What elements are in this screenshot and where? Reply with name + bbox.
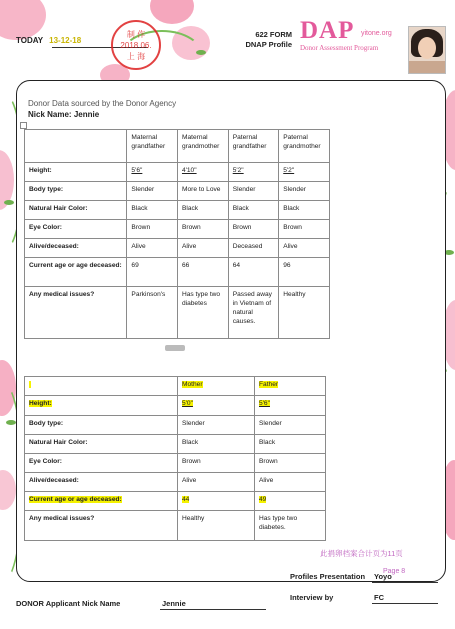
row-label: Height: — [29, 400, 52, 407]
table-cell: 69 — [127, 258, 178, 287]
row-label: Current age or age deceased: — [25, 258, 127, 287]
interview-underline — [372, 603, 438, 604]
column-header: Paternal grandmother — [279, 130, 330, 163]
table-row — [25, 182, 330, 201]
official-stamp — [111, 20, 161, 70]
row-label: Body type: — [25, 182, 127, 201]
table-row — [25, 416, 326, 435]
table-cell: 44 — [182, 496, 190, 503]
table-cell: 66 — [177, 258, 228, 287]
table-row — [25, 258, 330, 287]
applicant-underline — [160, 609, 266, 610]
table-cell: Alive — [177, 239, 228, 258]
table-cell: Slender — [127, 182, 178, 201]
column-header: Maternal grandfather — [127, 130, 178, 163]
presentation-value: Yoyo — [374, 572, 392, 581]
row-label: Natural Hair Color: — [25, 435, 178, 454]
table-row — [25, 287, 330, 339]
page-number: Page 8 — [383, 568, 406, 575]
table-cell: Has type two diabetes. — [255, 511, 326, 541]
column-header: Mother — [182, 381, 203, 388]
table-cell: Has type two diabetes — [177, 287, 228, 339]
brand-subtitle: Donor Assessment Program — [300, 44, 379, 52]
table-cell: 5'0" — [182, 400, 193, 407]
table-row — [25, 492, 326, 511]
form-name: DNAP Profile — [245, 40, 292, 49]
row-label: Eye Color: — [25, 454, 178, 473]
table-cell: Brown — [177, 220, 228, 239]
applicant-label: DONOR Applicant Nick Name — [16, 599, 121, 608]
table-cell: Brown — [178, 454, 255, 473]
table-cell: Slender — [228, 182, 279, 201]
table-cell: Alive — [279, 239, 330, 258]
table-cell: Slender — [178, 416, 255, 435]
today-label: TODAY — [16, 36, 44, 45]
row-label: Height: — [25, 163, 127, 182]
table-cell: Healthy — [178, 511, 255, 541]
table-cell: 5'6" — [127, 163, 178, 182]
section-resize-handle[interactable] — [165, 345, 185, 351]
table-row — [25, 473, 326, 492]
table-cell: Brown — [255, 454, 326, 473]
row-label: Eye Color: — [25, 220, 127, 239]
table-row — [25, 201, 330, 220]
table-cell: 5'6" — [259, 400, 270, 407]
table-header-row — [25, 130, 330, 163]
source-line: Donor Data sourced by the Donor Agency — [28, 99, 177, 108]
table-cell: Brown — [127, 220, 178, 239]
interview-value: FC — [374, 593, 384, 602]
interview-label: Interview by — [290, 593, 334, 602]
applicant-value: Jennie — [162, 599, 186, 608]
table-cell: Black — [177, 201, 228, 220]
table-header-row — [25, 377, 326, 396]
table-row — [25, 163, 330, 182]
brand-logo — [300, 17, 392, 52]
table-cell: Brown — [279, 220, 330, 239]
stamp-line: 制 作 — [126, 29, 146, 39]
stamp-line: 上 海 — [126, 51, 146, 61]
table-cell: 5'2" — [279, 163, 330, 182]
stamp-line: 2018.06. — [120, 40, 152, 50]
table-cell: Alive — [127, 239, 178, 258]
row-label: Current age or age deceased: — [29, 496, 122, 503]
source-info — [28, 98, 176, 120]
table-cell: Black — [279, 201, 330, 220]
nick-label: Nick Name: — [28, 110, 72, 119]
table-move-handle[interactable] — [20, 122, 27, 129]
header-highlight — [29, 381, 31, 388]
column-header: Maternal grandmother — [177, 130, 228, 163]
table-cell: Black — [127, 201, 178, 220]
table-row — [25, 511, 326, 541]
table-cell: Slender — [279, 182, 330, 201]
table-cell: Black — [228, 201, 279, 220]
form-code: 622 FORM — [255, 30, 292, 39]
grandparents-table — [24, 129, 330, 339]
parents-table — [24, 376, 326, 541]
column-header: Father — [259, 381, 279, 388]
brand-url: yitone.org — [361, 30, 392, 37]
total-pages-note: 此捐卵档案合计页为11页 — [320, 549, 403, 558]
donor-photo — [408, 26, 446, 74]
column-header: Paternal grandfather — [228, 130, 279, 163]
table-cell: Black — [178, 435, 255, 454]
table-cell: Deceased — [228, 239, 279, 258]
form-title — [228, 30, 292, 50]
table-row — [25, 239, 330, 258]
table-cell: 64 — [228, 258, 279, 287]
row-label: Any medical issues? — [25, 511, 178, 541]
table-cell: 5'2" — [228, 163, 279, 182]
table-cell: 4'10" — [177, 163, 228, 182]
presentation-label: Profiles Presentation — [290, 572, 366, 581]
table-cell: Alive — [255, 473, 326, 492]
table-row — [25, 396, 326, 416]
today-field — [16, 36, 81, 45]
row-label: Natural Hair Color: — [25, 201, 127, 220]
table-cell: 49 — [259, 496, 267, 503]
table-row — [25, 454, 326, 473]
table-cell: Slender — [255, 416, 326, 435]
today-date: 13-12-18 — [49, 36, 82, 45]
brand-name: DAP — [300, 17, 355, 44]
nick-value: Jennie — [73, 110, 100, 119]
table-cell: 96 — [279, 258, 330, 287]
table-cell: More to Love — [177, 182, 228, 201]
row-label: Alive/deceased: — [25, 239, 127, 258]
presentation-underline — [372, 582, 438, 583]
table-cell: Brown — [228, 220, 279, 239]
table-row — [25, 435, 326, 454]
row-label: Any medical issues? — [25, 287, 127, 339]
table-row — [25, 220, 330, 239]
table-cell: Alive — [178, 473, 255, 492]
table-cell: Black — [255, 435, 326, 454]
table-cell: Passed away in Vietnam of natural causes. — [228, 287, 279, 339]
table-cell: Parkinson's — [127, 287, 178, 339]
document-header — [0, 0, 455, 80]
table-cell: Healthy — [279, 287, 330, 339]
row-label: Alive/deceased: — [25, 473, 178, 492]
row-label: Body type: — [25, 416, 178, 435]
